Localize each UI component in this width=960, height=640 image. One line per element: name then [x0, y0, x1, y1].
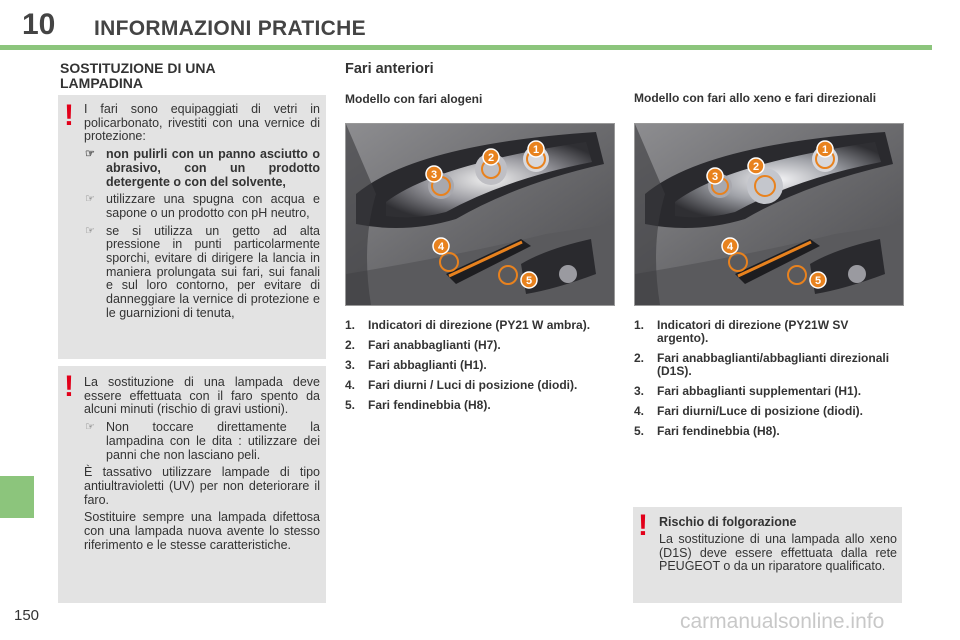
exclamation-icon: !	[64, 99, 74, 132]
list-item: ☞ utilizzare una spugna con acqua e sapone o un prodotto con pH neutro,	[85, 192, 320, 220]
chapter-title: INFORMAZIONI PRATICHE	[94, 17, 366, 40]
header-rule	[0, 45, 932, 50]
svg-text:4: 4	[437, 241, 445, 253]
list-item: 3. Fari abbaglianti (H1).	[345, 358, 487, 372]
list-item: ☞ non pulirli con un panno asciutto o abrasivo, con un prodotto detergente o con del solvente,	[85, 147, 320, 189]
callout-1	[817, 141, 833, 157]
callout-1	[528, 141, 544, 157]
pointing-hand-icon: ☞	[85, 421, 95, 434]
list-item: 5. Fari fendinebbia (H8).	[634, 424, 780, 438]
risk-title: Rischio di folgorazione	[659, 515, 797, 529]
callout-3	[707, 168, 723, 184]
halogen-model-title: Modello con fari alogeni	[345, 92, 483, 106]
list-item: 2. Fari anabbaglianti (H7).	[345, 338, 501, 352]
svg-text:3: 3	[711, 171, 719, 183]
list-item: 1. Indicatori di direzione (PY21 W ambra).	[345, 318, 591, 332]
pointing-hand-icon: ☞	[85, 224, 95, 237]
svg-text:1: 1	[532, 144, 540, 156]
halogen-bulb-list	[345, 319, 605, 419]
list-item: 4. Fari diurni/Luce di posizione (diodi).	[634, 404, 863, 418]
risk-text: La sostituzione di una lampada allo xeno (D1S) deve essere effettuata dalla rete PEUGEOT o da un riparatore qualificato.	[659, 532, 897, 574]
section-title: SOSTITUZIONE DI UNA LAMPADINA	[60, 60, 216, 91]
front-lights-title: Fari anteriori	[345, 61, 434, 77]
callout-2	[483, 149, 499, 165]
xenon-model-title: Modello con fari allo xeno e fari direzionali	[634, 91, 877, 105]
callout-4	[433, 238, 449, 254]
svg-text:2: 2	[487, 152, 495, 164]
callout-4	[722, 238, 738, 254]
warning-paragraph: È tassativo utilizzare lampade di tipo antiultravioletti (UV) per non deteriorare il faro.	[84, 465, 320, 507]
warning-box-lens-care	[58, 95, 326, 359]
xenon-headlamp-photo	[634, 123, 904, 306]
chapter-side-tab	[0, 476, 34, 518]
pointing-hand-icon: ☞	[85, 148, 95, 161]
svg-text:1: 1	[821, 144, 829, 156]
watermark: carmanualsonline.info	[680, 610, 885, 633]
svg-text:5: 5	[525, 275, 533, 287]
list-item: 3. Fari abbaglianti supplementari (H1).	[634, 384, 862, 398]
svg-text:4: 4	[726, 241, 734, 253]
exclamation-icon: !	[64, 370, 74, 403]
svg-text:5: 5	[814, 275, 822, 287]
warning-paragraph: Sostituire sempre una lampada difettosa con una lampada nuova avente lo stesso riferimento e le stesse caratteristiche.	[84, 510, 320, 552]
callout-2	[748, 158, 764, 174]
callout-3	[426, 166, 442, 182]
callout-5	[810, 272, 826, 288]
chapter-number: 10	[22, 8, 56, 41]
xenon-bulb-list	[634, 319, 902, 445]
callout-5	[521, 272, 537, 288]
warning-box-bulb-replacement	[58, 366, 326, 603]
svg-text:2: 2	[752, 161, 760, 173]
list-item: 5. Fari fendinebbia (H8).	[345, 398, 491, 412]
list-item: 2. Fari anabbaglianti/abbaglianti direzionali (D1S).	[634, 351, 890, 378]
warning-intro: La sostituzione di una lampada deve essere effettuata con il faro spento da alcuni minuti (rischio di gravi ustioni).	[84, 375, 320, 417]
page-number: 150	[14, 607, 40, 624]
pointing-hand-icon: ☞	[85, 193, 95, 206]
list-item: ☞ Non toccare direttamente la lampadina con le dita : utilizzare dei panni che non lasciano peli.	[85, 420, 320, 462]
list-item: 4. Fari diurni / Luci di posizione (diodi).	[345, 378, 578, 392]
list-item: 1. Indicatori di direzione (PY21W SV argento).	[634, 318, 849, 345]
warning-intro: I fari sono equipaggiati di vetri in policarbonato, rivestiti con una vernice di protezione:	[84, 102, 320, 144]
list-item: ☞ se si utilizza un getto ad alta pressione in punti particolarmente sporchi, evitare di dirigere la lancia in maniera prolungata sui fari, sui fanali e sul loro contorno, per evitare di danneggiare la vernice di protezione e le guarnizioni di tenuta,	[85, 223, 320, 320]
svg-text:3: 3	[430, 169, 438, 181]
halogen-headlamp-photo	[345, 123, 615, 306]
exclamation-icon: !	[638, 509, 648, 542]
